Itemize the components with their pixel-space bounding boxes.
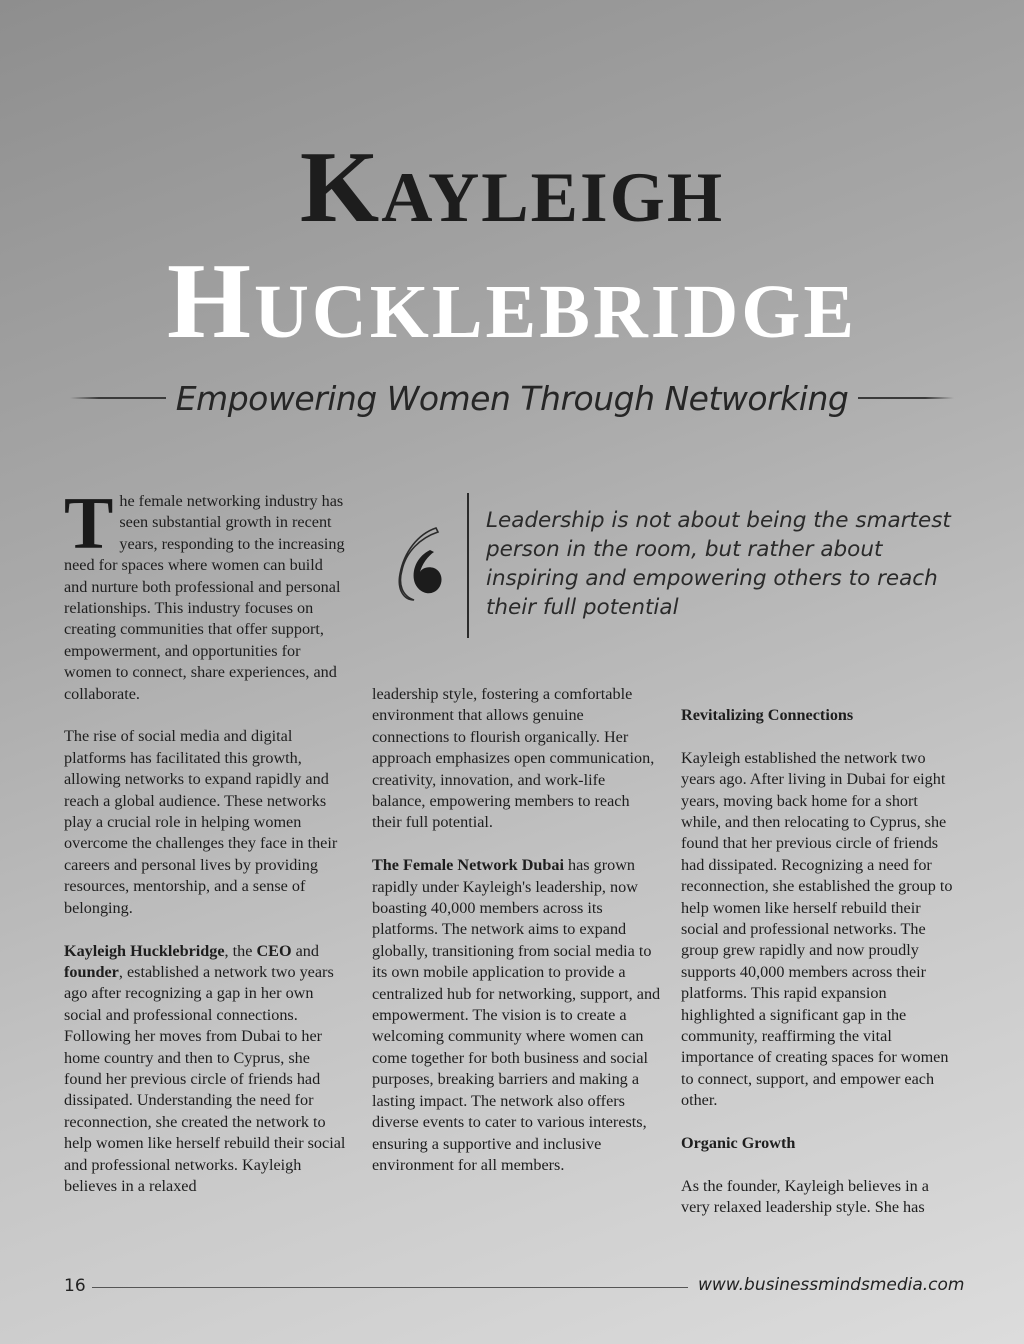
- paragraph-social-media: The rise of social media and digital platforms has facilitated this growth, allowing networks to expand rapidly and reach a global audience. These networks play a crucial role in helping women overcome the challenges they face in their careers and personal lives by providing resources, mentorship, and a sense of belonging.: [64, 727, 338, 917]
- pull-quote: Leadership is not about being the smartest person in the room, but rather about inspiring and empowering others to reach their full potential: [486, 508, 951, 620]
- paragraph-network-growth: The Female Network Dubai has grown rapidly under Kayleigh's leadership, now boasting 40,000 members across its platforms. The network aims to expand globally, transitioning from social media to its own mobile application to provide a centralized hub for networking, support, and empowerment. The vision is to create a welcoming community where women can come together for both business and social purposes, breaking barriers and making a lasting impact. The network also offers diverse events to cater to various interests, ensuring a supportive and inclusive environment for all members.: [372, 856, 661, 1174]
- article-column-2: [372, 684, 662, 1198]
- quote-mark-icon: [388, 522, 454, 604]
- quote-divider: [467, 493, 469, 638]
- title-first-name: Kayleigh: [299, 131, 725, 244]
- paragraph-leadership: leadership style, fostering a comfortable environment that allows genuine connections to flourish organically. Her approach emphasizes open communication, creativity, innovation, and work-life balance, empowering members to reach their full potential.: [372, 685, 655, 832]
- paragraph-revitalizing: Kayleigh established the network two years ago. After living in Dubai for eight years, moving back home for a short while, and then relocating to Cyprus, she found that her previous circle of friends had dissipated. Recognizing a need for reconnection, she established the group to help women like herself rebuild their social and professional networks. The group grew rapidly and now proudly supports 40,000 members across their platforms. This rapid expansion highlighted a significant gap in the community, reaffirming the vital importance of creating spaces for women to connect, support, and empower each other.: [681, 748, 953, 1110]
- paragraph-intro: The female networking industry has seen substantial growth in recent years, responding to the increasing need for spaces where women can build and nurture both professional and personal relationships. This industry focuses on creating communities that offer support, empowerment, and opportunities for women to connect, share experiences, and collaborate.: [64, 483, 345, 703]
- drop-cap: T: [64, 483, 114, 565]
- subtitle-row: [70, 374, 954, 422]
- page-number: 16: [64, 1276, 86, 1296]
- heading-organic-growth: Organic Growth: [681, 1134, 796, 1153]
- article-column-3: [681, 705, 961, 1240]
- subtitle-rule-right: [858, 397, 954, 399]
- paragraph-founder: Kayleigh Hucklebridge, the CEO and founder, established a network two years ago after recognizing a gap in her own social and professional connections. Following her moves from Dubai to her home country and then to Cyprus, she found her previous circle of friends had dissipated. Understanding the need for reconnection, she created the network to help women like herself rebuild their social and professional networks. Kayleigh believes in a relaxed: [64, 941, 346, 1195]
- footer-url: www.businessmindsmedia.com: [698, 1275, 965, 1295]
- title-last-name: Hucklebridge: [166, 242, 858, 361]
- subtitle: Empowering Women Through Networking: [175, 378, 849, 418]
- paragraph-organic-growth: As the founder, Kayleigh believes in a very relaxed leadership style. She has: [681, 1176, 929, 1217]
- heading-revitalizing-connections: Revitalizing Connections: [681, 706, 854, 724]
- article-column-1: [64, 483, 350, 1219]
- footer-rule: [92, 1287, 688, 1288]
- subtitle-rule-left: [70, 397, 166, 399]
